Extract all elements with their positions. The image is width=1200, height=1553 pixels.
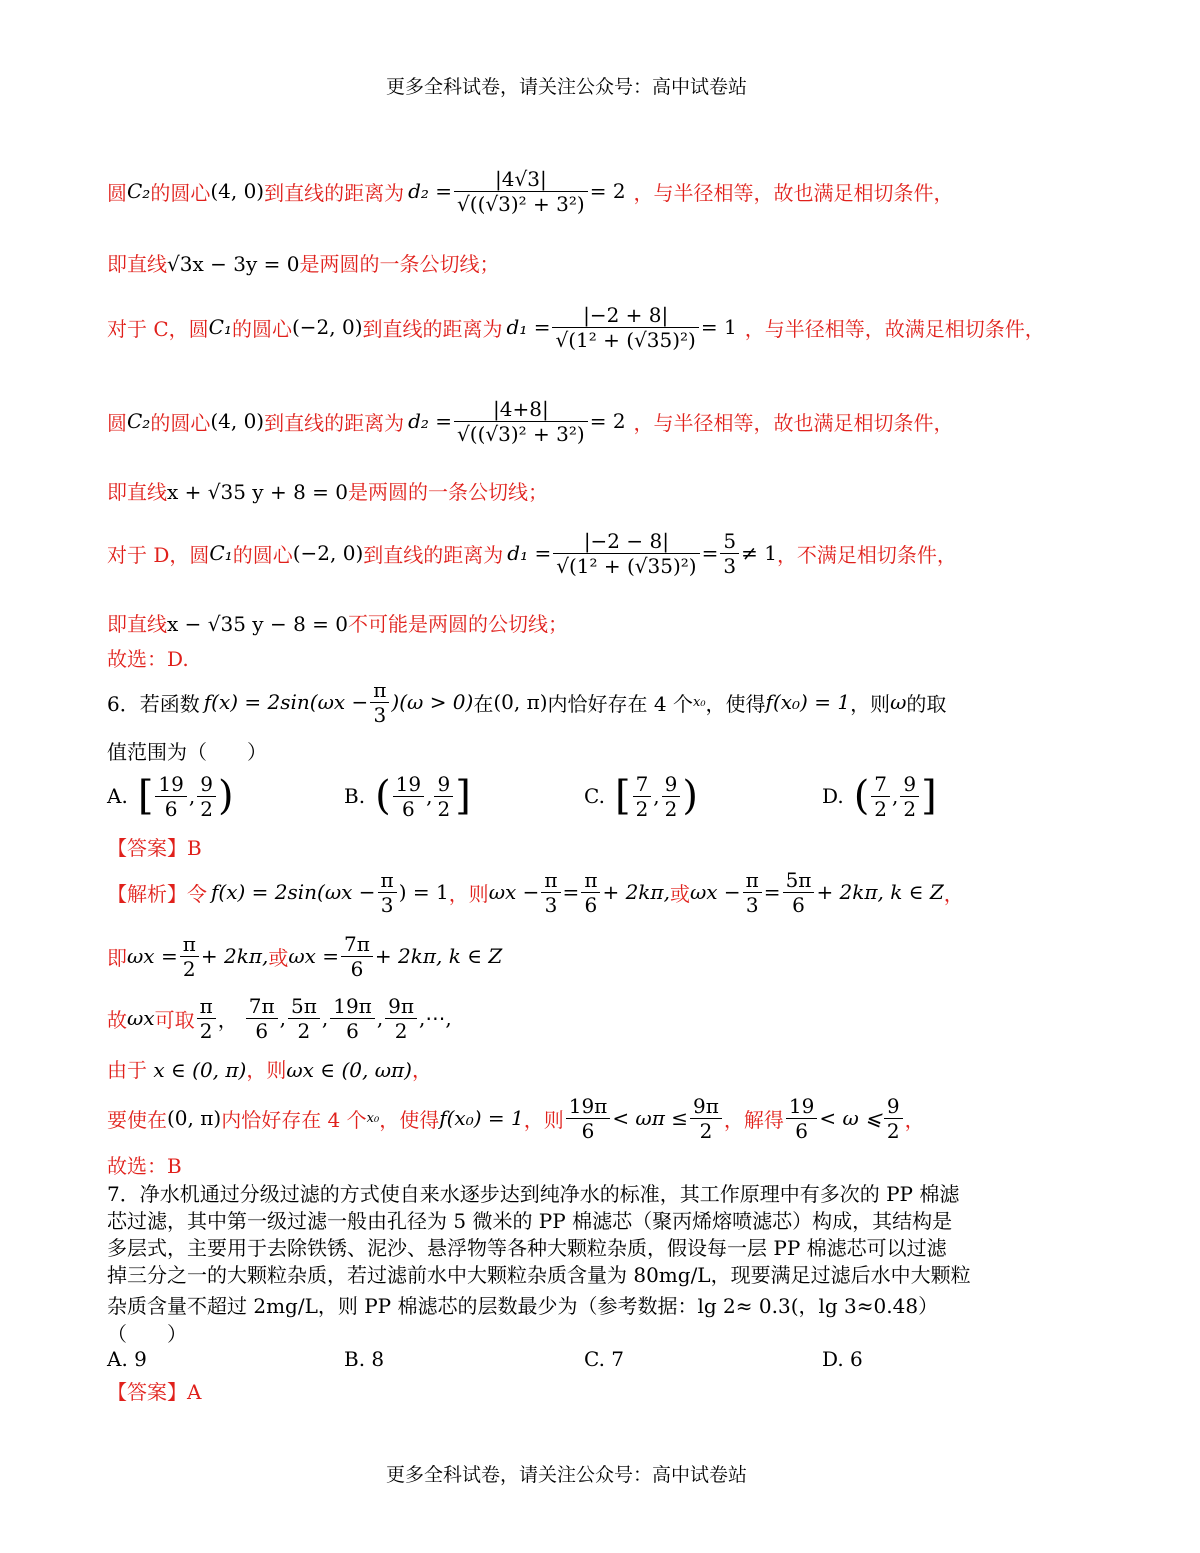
denominator: √(1² + (√35)²) — [553, 553, 699, 578]
bracket-right: ] — [455, 773, 471, 819]
x0: x₀ — [693, 694, 706, 710]
text: 的圆心 — [232, 316, 292, 341]
bracket-left: [ — [137, 773, 154, 819]
text: 的圆心 — [150, 410, 211, 435]
bracket-left: ( — [853, 773, 870, 819]
denominator: 2 — [662, 796, 681, 821]
solution-line-5 — [107, 476, 548, 505]
denominator: 2 — [633, 796, 652, 821]
distance-fraction — [454, 397, 588, 446]
denominator: 2 — [288, 1018, 320, 1043]
text: 可取 — [154, 1007, 195, 1032]
fraction — [566, 1094, 611, 1143]
expr: ωx − — [689, 880, 741, 904]
fraction — [434, 772, 453, 821]
fraction — [786, 1094, 817, 1143]
interval: (0, π) — [493, 690, 548, 714]
distance-label: d₁ = — [506, 315, 551, 339]
text: ， — [411, 1058, 432, 1082]
expr: + 2kπ, k ∈ Z — [816, 880, 944, 904]
numerator: 7 — [874, 771, 888, 796]
bracket-right: ] — [921, 773, 937, 819]
question-7-line-5: 杂质含量不超过 2mg/L，则 PP 棉滤芯的层数最少为（参考数据：lg 2≈ 0.3(，lg 3≈0.48） — [107, 1294, 939, 1318]
x0: x₀ — [366, 1110, 380, 1126]
denominator: √((√3)² + 3²) — [454, 191, 588, 216]
page-header: 更多全科试卷，请关注公众号：高中试卷站 — [385, 76, 747, 98]
point: (4, 0) — [210, 179, 265, 203]
q6-answer: 【答案】B — [107, 836, 202, 860]
bracket-left: ( — [375, 773, 391, 819]
result: = 1 — [700, 315, 737, 339]
text: ，则 — [448, 881, 489, 906]
analysis-line-4 — [107, 1054, 432, 1083]
numerator: 9 — [886, 1093, 900, 1118]
numerator: π — [199, 993, 213, 1018]
text: 的取 — [906, 691, 947, 716]
point: (−2, 0) — [292, 315, 363, 339]
fraction — [541, 868, 560, 917]
expr: ωx ∈ (0, ωπ) — [286, 1058, 412, 1082]
denominator: 6 — [783, 892, 815, 917]
text: 对于 C，圆 — [107, 316, 209, 341]
text: 到直线的距离为 — [362, 316, 503, 341]
denominator: 2 — [900, 796, 919, 821]
circle-label: C₂ — [127, 409, 151, 433]
interval: (0, π) — [167, 1106, 222, 1130]
denominator: 2 — [197, 1018, 216, 1043]
condition: )(ω > 0) — [391, 690, 474, 714]
fraction — [330, 994, 375, 1043]
text: ，不满足相切条件， — [776, 542, 957, 567]
text: 是两圆的一条公切线； — [348, 480, 548, 504]
solution-choice-6: 故选：B — [107, 1154, 182, 1178]
q6-option-c[interactable]: C. [ $\frac{7}{2}$ , $\frac{9}{2}$ ) — [584, 771, 698, 821]
text: 是两圆的一条公切线； — [299, 252, 500, 276]
inequality: < ωπ ≤ — [612, 1106, 688, 1130]
result-fraction — [720, 529, 739, 578]
denominator: 2 — [197, 796, 216, 821]
numerator: 5π — [290, 993, 317, 1018]
text: ，使得 — [379, 1107, 440, 1132]
denominator: 6 — [566, 1118, 611, 1143]
numerator: 9 — [903, 771, 917, 796]
question-7-line-3: 多层式，主要用于去除铁锈、泥沙、悬浮物等各种大颗粒杂质，假设每一层 PP 棉滤芯可以过滤 — [107, 1236, 947, 1260]
numerator: 19 — [158, 771, 184, 796]
denominator: 3 — [720, 553, 739, 578]
denominator: 2 — [180, 956, 199, 981]
text: ，解得 — [723, 1107, 784, 1132]
fraction — [393, 772, 424, 821]
numerator: 7π — [344, 931, 370, 956]
numerator: 19 — [395, 771, 422, 796]
text: 即直线 — [107, 480, 167, 504]
fraction — [385, 994, 417, 1043]
denominator: 6 — [393, 796, 424, 821]
fraction — [370, 678, 389, 727]
text: ，与半径相等，故也满足相切条件， — [633, 410, 954, 435]
denominator: 3 — [378, 892, 397, 917]
text: 【解析】令 — [107, 881, 207, 906]
numerator: π — [373, 677, 387, 702]
point: (4, 0) — [210, 409, 265, 433]
distance-label: d₂ = — [408, 179, 453, 203]
q6-option-d[interactable]: D. ( $\frac{7}{2}$ , $\frac{9}{2}$ ] — [822, 771, 937, 821]
solution-line-1 — [107, 146, 954, 236]
solution-line-6 — [107, 508, 957, 598]
fraction — [871, 772, 890, 821]
numerator: |4√3| — [495, 166, 547, 191]
distance-fraction — [454, 167, 588, 216]
numerator: 9 — [437, 771, 451, 796]
denominator: 3 — [541, 892, 560, 917]
q6-option-a[interactable]: A. [ $\frac{19}{6}$ , $\frac{9}{2}$ ) — [107, 771, 234, 821]
text: 故 — [107, 1007, 127, 1032]
denominator: 6 — [786, 1118, 817, 1143]
numerator: 9π — [388, 993, 415, 1018]
text: 或 — [669, 881, 690, 906]
q7-option-d[interactable]: D. 6 — [822, 1347, 863, 1371]
expr: ωx — [127, 1006, 155, 1030]
solution-choice: 故选：D. — [107, 647, 189, 671]
text: 即直线 — [107, 612, 167, 636]
fraction — [783, 868, 815, 917]
distance-fraction — [552, 303, 698, 352]
solution-line-3 — [107, 282, 1045, 372]
text: 圆 — [107, 410, 127, 435]
fraction — [743, 868, 762, 917]
fraction — [246, 994, 278, 1043]
denominator: √(1² + (√35)²) — [552, 327, 698, 352]
denominator: 6 — [341, 956, 373, 981]
numerator: 19π — [333, 993, 372, 1018]
option-letter: A. — [107, 784, 128, 808]
question-7-line-4: 掉三分之一的大颗粒杂质，若过滤前水中大颗粒杂质含量为 80mg/L，现要满足过滤后水中大颗粒 — [107, 1263, 971, 1287]
numerator: 9 — [200, 771, 213, 796]
not-equal: ≠ 1 — [741, 541, 777, 565]
fraction — [900, 772, 919, 821]
circle-label: C₁ — [209, 541, 233, 565]
solution-line-7 — [107, 608, 568, 637]
text: ，则 — [523, 1107, 564, 1132]
text: ，则 — [246, 1058, 287, 1082]
text: 即 — [107, 945, 127, 970]
option-letter: B. — [344, 784, 366, 808]
equals-one: ) = 1 — [398, 880, 449, 904]
question-6-line-2: 值范围为（ ） — [107, 740, 267, 764]
fraction — [633, 772, 652, 821]
numerator: π — [182, 931, 196, 956]
numerator: π — [584, 867, 598, 892]
text: 到直线的距离为 — [264, 410, 405, 435]
denominator: √((√3)² + 3²) — [454, 421, 588, 446]
point: (−2, 0) — [292, 541, 364, 565]
expr: + 2kπ, k ∈ Z — [374, 944, 503, 968]
numerator: |−2 − 8| — [583, 528, 669, 553]
expr: + 2kπ, — [200, 944, 269, 968]
numerator: 7π — [248, 993, 275, 1018]
denominator: 3 — [370, 702, 389, 727]
text: 内恰好存在 4 个 — [547, 691, 693, 716]
text: 对于 D，圆 — [107, 542, 210, 567]
question-6-line-1 — [107, 672, 946, 732]
analysis-line-5 — [107, 1088, 925, 1148]
fraction — [155, 772, 186, 821]
numerator: |−2 + 8| — [583, 302, 669, 327]
option-letter: C. — [584, 784, 605, 808]
equation: x − √35 y − 8 = 0 — [167, 612, 348, 636]
q7-option-a[interactable]: A. 9 — [107, 1347, 147, 1371]
ellipsis: ,⋯, — [419, 1006, 452, 1030]
text: 到直线的距离为 — [264, 180, 405, 205]
omega: ω — [890, 690, 907, 714]
fraction — [288, 994, 320, 1043]
question-7-line-1: 7．净水机通过分级过滤的方式使自来水逐步达到纯净水的标准，其工作原理中有多次的 PP 棉滤 — [107, 1182, 960, 1206]
text: 由于 — [107, 1058, 147, 1082]
bracket-right: ) — [682, 773, 698, 819]
function: f(x) = 2sin(ωx − — [203, 690, 369, 714]
function-value: f(x₀) = 1 — [765, 690, 851, 714]
text: 不可能是两圆的公切线； — [348, 612, 568, 636]
numerator: π — [745, 867, 759, 892]
denominator: 2 — [871, 796, 890, 821]
fraction — [197, 772, 216, 821]
denominator: 2 — [434, 796, 453, 821]
text: ，与半径相等，故满足相切条件， — [744, 316, 1045, 341]
text: ，与半径相等，故也满足相切条件， — [633, 180, 954, 205]
text: 或 — [268, 945, 289, 970]
option-letter: D. — [822, 784, 844, 808]
text: 在 — [473, 691, 494, 716]
fraction — [197, 994, 216, 1043]
bracket-left: [ — [614, 773, 631, 819]
expr: ωx = — [127, 944, 178, 968]
fraction — [884, 1094, 903, 1143]
function-value: f(x₀) = 1 — [439, 1106, 524, 1130]
text: 到直线的距离为 — [363, 542, 504, 567]
distance-label: d₁ = — [507, 541, 552, 565]
expr: ωx − — [488, 880, 540, 904]
denominator: 6 — [155, 796, 186, 821]
fraction — [378, 868, 397, 917]
denominator: 2 — [884, 1118, 903, 1143]
analysis-line-3: 故 ωx 可取 $\frac{\pi}{2}$ ， $\frac{7\pi}{6}$ , $\frac{5\pi}{2}$ , $\frac{19\pi}{6}$ , $\frac{9\pi}{2}$ ,⋯, — [107, 993, 452, 1043]
numerator: 9π — [693, 1093, 719, 1118]
fraction — [341, 932, 373, 981]
numerator: 19 — [788, 1093, 815, 1118]
circle-label: C₂ — [127, 179, 151, 203]
fraction — [690, 1094, 722, 1143]
expr: x ∈ (0, π) — [153, 1058, 247, 1082]
numerator: 5π — [785, 867, 812, 892]
numerator: 7 — [635, 771, 649, 796]
equals: = — [562, 880, 580, 904]
circle-label: C₁ — [208, 315, 232, 339]
text: ，则 — [850, 691, 891, 716]
denominator: 2 — [385, 1018, 417, 1043]
fraction — [180, 932, 199, 981]
denominator: 6 — [581, 892, 600, 917]
q6-option-b[interactable]: B. ( $\frac{19}{6}$ , $\frac{9}{2}$ ] — [344, 771, 471, 821]
text: 即直线 — [107, 252, 167, 276]
denominator: 3 — [743, 892, 762, 917]
numerator: π — [380, 867, 394, 892]
fraction — [662, 772, 681, 821]
page-footer: 更多全科试卷，请关注公众号：高中试卷站 — [385, 1464, 747, 1486]
numerator: 19π — [568, 1093, 608, 1118]
equation: √3x − 3y = 0 — [167, 252, 300, 276]
text: 6．若函数 — [107, 691, 200, 716]
inequality: < ω ⩽ — [819, 1106, 882, 1130]
equation: x + √35 y + 8 = 0 — [167, 480, 348, 504]
numerator: π — [544, 867, 558, 892]
q7-answer: 【答案】A — [107, 1380, 202, 1404]
distance-label: d₂ = — [408, 409, 453, 433]
text: ， — [904, 1107, 925, 1132]
text: ，使得 — [705, 691, 766, 716]
denominator: 6 — [330, 1018, 375, 1043]
equals: = — [701, 541, 719, 565]
expr: ωx = — [288, 944, 340, 968]
fraction — [581, 868, 600, 917]
text: 要使在 — [107, 1107, 167, 1132]
equals: = — [763, 880, 781, 904]
analysis-line-1 — [107, 862, 964, 922]
text: 的圆心 — [232, 542, 293, 567]
distance-fraction — [553, 529, 699, 578]
text: 圆 — [107, 180, 127, 205]
result: = 2 — [589, 409, 626, 433]
solution-line-4 — [107, 376, 954, 466]
denominator: 6 — [246, 1018, 278, 1043]
bracket-right: ) — [217, 773, 234, 819]
q7-option-c[interactable]: C. 7 — [584, 1347, 625, 1371]
function: f(x) = 2sin(ωx − — [211, 880, 376, 904]
text: 的圆心 — [150, 180, 211, 205]
denominator: 2 — [690, 1118, 722, 1143]
numerator: 5 — [723, 528, 737, 553]
expr: + 2kπ, — [602, 880, 670, 904]
numerator: |4+8| — [493, 396, 549, 421]
question-7-line-6: （ ） — [107, 1322, 187, 1346]
result: = 2 — [589, 179, 626, 203]
solution-line-2 — [107, 248, 499, 277]
numerator: 9 — [664, 771, 678, 796]
analysis-line-2 — [107, 926, 502, 986]
text: ， — [943, 881, 964, 906]
q7-option-b[interactable]: B. 8 — [344, 1347, 385, 1371]
text: 内恰好存在 4 个 — [221, 1107, 367, 1132]
question-7-line-2: 芯过滤，其中第一级过滤一般由孔径为 5 微米的 PP 棉滤芯（聚丙烯熔喷滤芯）构成，其结构是 — [107, 1209, 953, 1233]
